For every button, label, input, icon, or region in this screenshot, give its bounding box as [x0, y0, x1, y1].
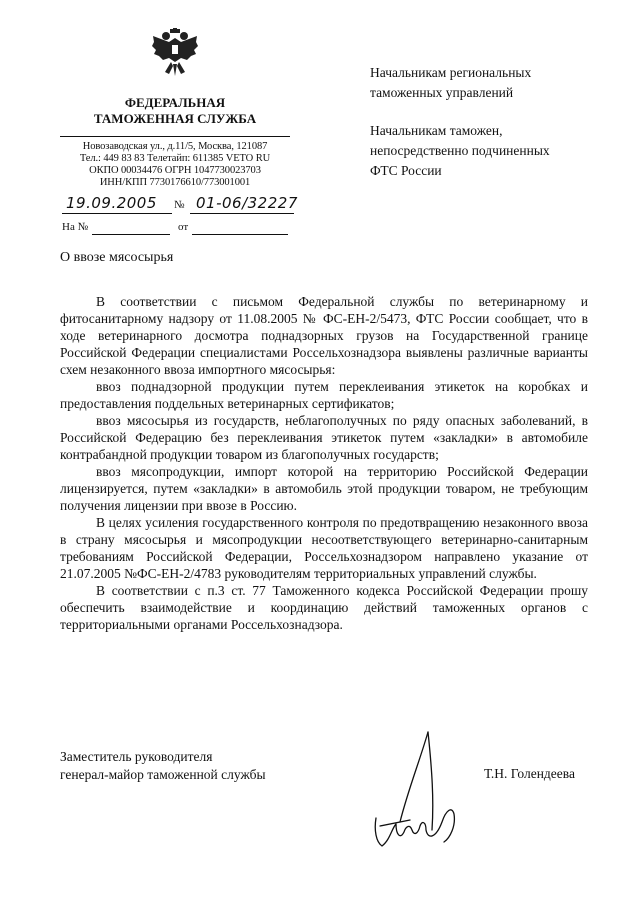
double-headed-eagle-icon [151, 28, 199, 78]
ref-number-line [92, 234, 170, 235]
date-underline [62, 213, 172, 214]
registration-date: 19.09.2005 [66, 194, 157, 212]
addressee-line: Начальникам региональных [370, 65, 532, 80]
addressee-line: ФТС России [370, 163, 442, 178]
addressee-line: Начальникам таможен, [370, 123, 503, 138]
org-name-line2: ТАМОЖЕННАЯ СЛУЖБА [93, 111, 257, 126]
header-divider [60, 136, 290, 137]
number-underline [190, 213, 294, 214]
sender-okpo: ОКПО 00034476 ОГРН 1047730023703 [89, 165, 261, 176]
handwritten-signature [370, 730, 470, 850]
body-paragraph: В соответствии с письмом Федеральной службы по ветеринарному и фитосанитарному надзору от 11.08.2005 № ФС-ЕН-2/5473, ФТС России сообщает, что в ходе ветеринарного досмотра поднадзорных грузов на Государственной границе Российской Федерации специалистами Россельхознадзора выявлены различные варианты схем незаконного ввоза импортного мясосырья: [60, 294, 588, 377]
ref-date-label: от [178, 221, 189, 233]
body-paragraph: ввоз мясосырья из государств, неблагополучных по ряду опасных заболеваний, в Российской Федерацию без переклеивания этикеток путем «закладки» в автомобиле контрабандной продукции товаром из благополучных государств; [60, 413, 588, 462]
registration-number: 01-06/32227 [196, 194, 298, 212]
ref-number-label: На № [62, 221, 89, 233]
addressee-block-1 [370, 63, 610, 103]
addressee-line: непосредственно подчиненных [370, 143, 550, 158]
letter-body [60, 293, 588, 633]
addressee-block-2 [370, 121, 610, 181]
body-paragraph: В соответствии с п.3 ст. 77 Таможенного кодекса Российской Федерации прошу обеспечить взаимодействие и координацию действий таможенных органов с территориальными органами Россельхознадзора. [60, 583, 588, 632]
sender-address: Новозаводская ул., д.11/5, Москва, 121087 [82, 141, 268, 152]
body-paragraph: ввоз поднадзорной продукции путем переклеивания этикеток на коробках и предоставления поддельных ветеринарных сертификатов; [60, 379, 588, 411]
addressee-line: таможенных управлений [370, 85, 514, 100]
letter-subject: О ввозе мясосырья [60, 250, 174, 265]
ref-date-line [192, 234, 288, 235]
number-label: № [174, 199, 185, 211]
position-line: генерал-майор таможенной службы [60, 767, 266, 782]
sender-phone: Тел.: 449 83 83 Телетайп: 611385 VETO RU [79, 153, 271, 164]
body-paragraph: В целях усиления государственного контроля по предотвращению незаконного ввоза в страну мясосырья и мясопродукции несоответствующего ветеринарно-санитарным требованиям Российской Федерации, Россельхознадзором направлено указание от 21.07.2005 №ФС-ЕН-2/4783 руководителям территориальных управлений службы. [60, 515, 588, 581]
signatory-position [60, 748, 266, 784]
position-line: Заместитель руководителя [60, 749, 213, 764]
signatory-name: Т.Н. Голендеева [484, 766, 575, 781]
org-name-line1: ФЕДЕРАЛЬНАЯ [124, 95, 226, 110]
sender-inn: ИНН/КПП 7730176610/773001001 [99, 177, 251, 188]
body-paragraph: ввоз мясопродукции, импорт которой на территорию Российской Федерации лицензируется, путем «закладки» в автомобиль этой продукции товаром, не требующим получения лицензии при ввозе в Россию. [60, 464, 588, 513]
